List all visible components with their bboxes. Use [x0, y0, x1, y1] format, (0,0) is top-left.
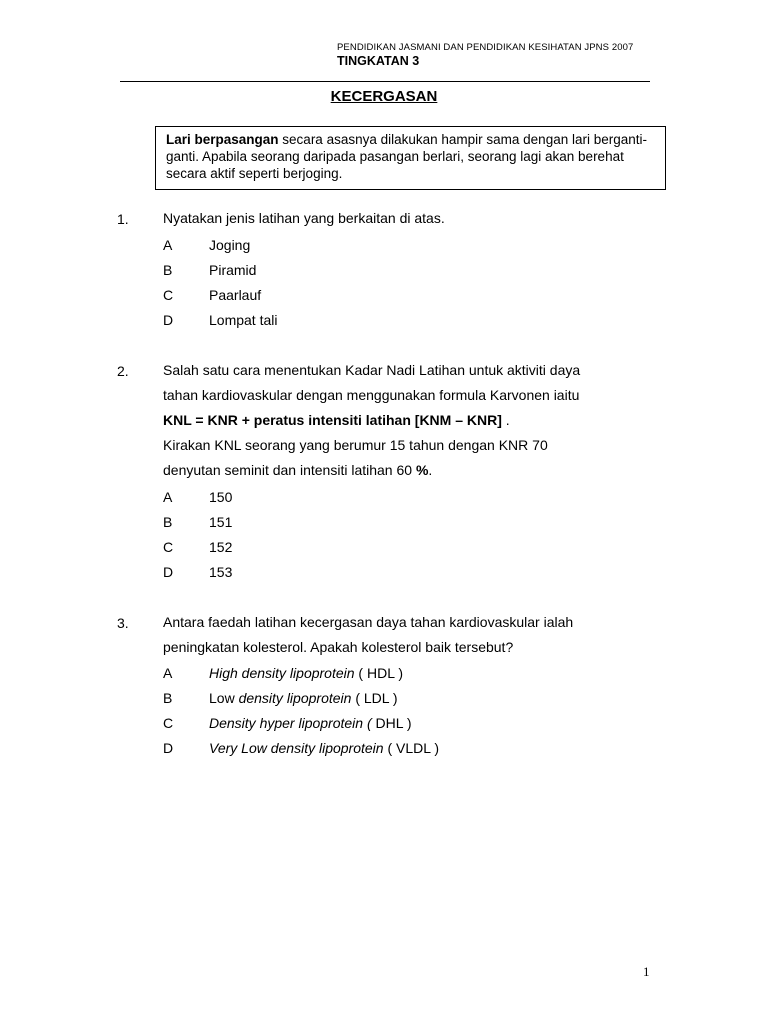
- option-text: 150: [209, 489, 233, 505]
- option-normal: ( HDL ): [354, 665, 404, 681]
- formula: KNL = KNR + peratus intensiti latihan [KNM – KNR]: [163, 412, 502, 428]
- option-normal: DHL ): [371, 715, 412, 731]
- question-number: 1.: [117, 211, 129, 227]
- option-letter: D: [163, 312, 174, 328]
- question-line: Salah satu cara menentukan Kadar Nadi Latihan untuk aktiviti daya: [163, 362, 581, 378]
- passage-bold: Lari berpasangan: [166, 132, 279, 147]
- option-text: [209, 740, 439, 756]
- option-letter: A: [163, 665, 173, 681]
- question-line-text: denyutan seminit dan intensiti latihan 60: [163, 462, 416, 478]
- header-rule: [120, 81, 650, 82]
- option-italic: density lipoprotein: [238, 690, 352, 706]
- question-line-end: .: [428, 462, 433, 478]
- option-text: 153: [209, 564, 233, 580]
- header-subject: PENDIDIKAN JASMANI DAN PENDIDIKAN KESIHATAN JPNS 2007: [337, 42, 634, 53]
- question-line: Kirakan KNL seorang yang berumur 15 tahun dengan KNR 70: [163, 437, 548, 453]
- passage-text: secara asasnya dilakukan hampir sama dengan lari berganti-ganti. Apabila seorang daripada pasangan berlari, seorang lagi akan berehat secara aktif seperti berjoging.: [166, 132, 648, 181]
- option-letter: C: [163, 539, 174, 555]
- option-letter: C: [163, 715, 174, 731]
- passage-box: [155, 126, 666, 190]
- option-letter: B: [163, 690, 173, 706]
- option-prefix: Low: [209, 690, 239, 706]
- page-number: 1: [643, 964, 650, 979]
- option-text: [209, 690, 398, 706]
- option-italic: Density hyper lipoprotein (: [209, 715, 372, 731]
- option-normal: ( VLDL ): [383, 740, 440, 756]
- option-text: 151: [209, 514, 233, 530]
- option-letter: D: [163, 740, 174, 756]
- option-letter: A: [163, 237, 173, 253]
- option-text: [209, 665, 403, 681]
- option-text: 152: [209, 539, 233, 555]
- option-letter: A: [163, 489, 173, 505]
- header-form: TINGKATAN 3: [337, 54, 420, 68]
- formula-suffix: .: [501, 412, 510, 428]
- question-line: [163, 458, 663, 483]
- option-text: Piramid: [209, 262, 257, 278]
- page-title: KECERGASAN: [330, 88, 438, 105]
- option-text: Joging: [209, 237, 251, 253]
- option-letter: C: [163, 287, 174, 303]
- question-number: 3.: [117, 615, 129, 631]
- percent-sign: %: [415, 462, 429, 478]
- question-line: Antara faedah latihan kecergasan daya tahan kardiovaskular ialah: [163, 614, 574, 630]
- option-italic: High density lipoprotein: [209, 665, 355, 681]
- option-text: Paarlauf: [209, 287, 262, 303]
- option-letter: D: [163, 564, 174, 580]
- option-normal: ( LDL ): [351, 690, 398, 706]
- question-line: peningkatan kolesterol. Apakah kolesterol baik tersebut?: [163, 639, 514, 655]
- question-line: tahan kardiovaskular dengan menggunakan formula Karvonen iaitu: [163, 387, 580, 403]
- formula-line: [163, 408, 663, 433]
- option-letter: B: [163, 514, 173, 530]
- option-text: [209, 715, 412, 731]
- question-text: [163, 358, 663, 483]
- option-letter: B: [163, 262, 173, 278]
- option-text: Lompat tali: [209, 312, 278, 328]
- question-number: 2.: [117, 363, 129, 379]
- option-italic: Very Low density lipoprotein: [209, 740, 384, 756]
- question-text: Nyatakan jenis latihan yang berkaitan di atas.: [163, 210, 445, 226]
- question-text: [163, 610, 663, 660]
